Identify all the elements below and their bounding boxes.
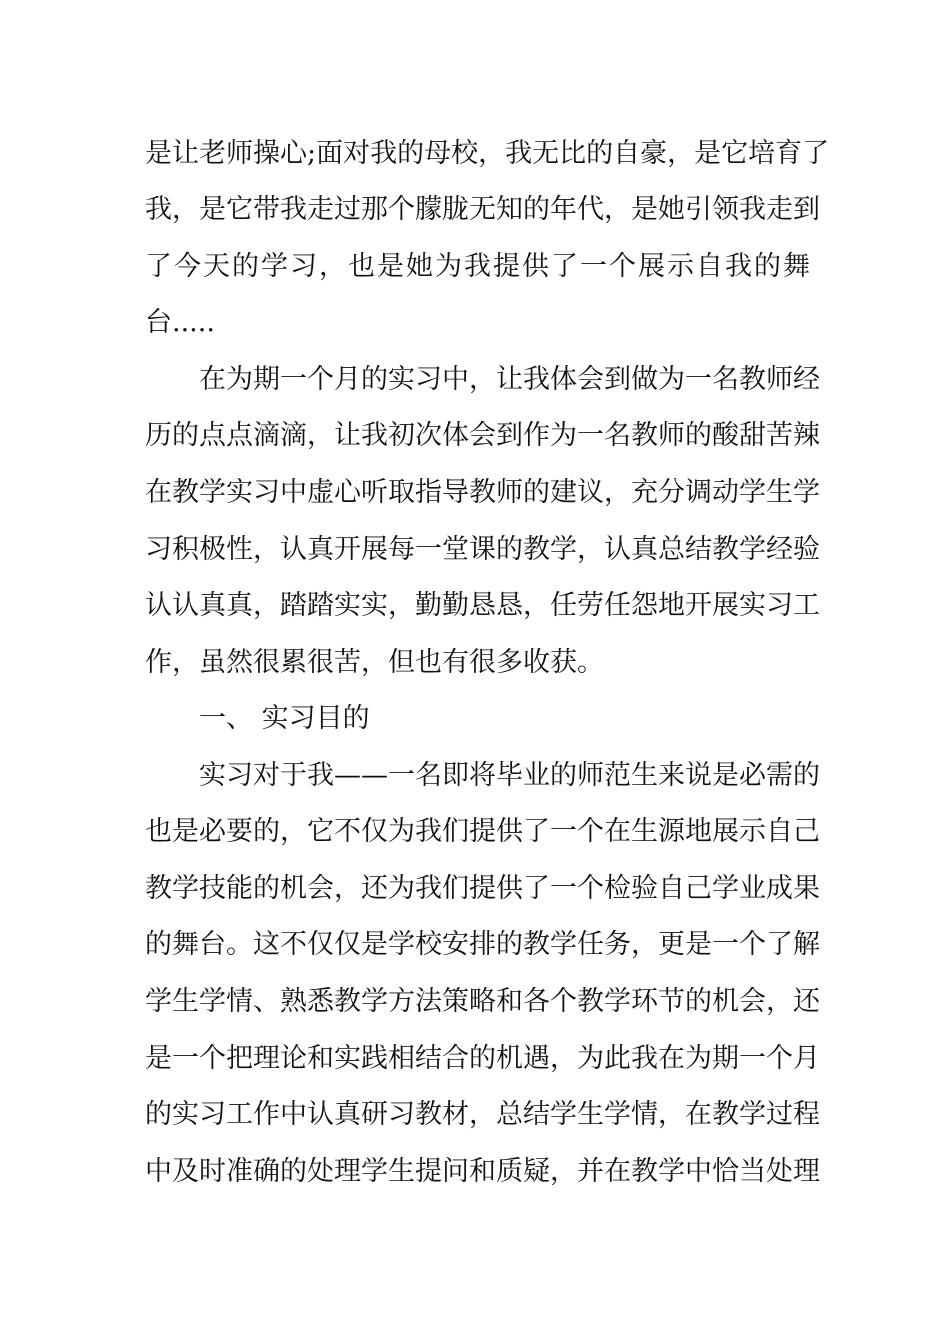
text-line: 是一个把理论和实践相结合的机遇，为此我在为期一个月 [145,1043,820,1074]
text-line: 历的点点滴滴，让我初次体会到作为一名教师的酸甜苦辣 [145,420,820,451]
text-line: 的实习工作中认真研习教材，总结学生学情，在教学过程 [145,1099,820,1130]
text-line: 台..... [145,307,215,338]
section-heading: 一、 实习目的 [199,703,370,734]
text-line: 学生学情、熟悉教学方法策略和各个教学环节的机会，还 [145,986,820,1017]
text-line: 我，是它带我走过那个朦胧无知的年代，是她引领我走到 [145,194,820,225]
text-line: 中及时准确的处理学生提问和质疑，并在教学中恰当处理 [145,1156,820,1187]
paragraph-first-line: 在为期一个月的实习中，让我体会到做为一名教师经 [199,364,820,395]
text-line: 教学技能的机会，还为我们提供了一个检验自己学业成果 [145,873,820,904]
paragraph-first-line: 实习对于我——一名即将毕业的师范生来说是必需的 [199,760,820,791]
text-line: 是让老师操心;面对我的母校，我无比的自豪，是它培育了 [145,138,830,169]
text-line: 习积极性，认真开展每一堂课的教学，认真总结教学经验 [145,534,820,565]
text-line: 在教学实习中虚心听取指导教师的建议，充分调动学生学 [145,477,820,508]
text-line: 认认真真，踏踏实实，勤勤恳恳，任劳任怨地开展实习工 [145,590,820,621]
text-line: 的舞台。这不仅仅是学校安排的教学任务，更是一个了解 [145,929,820,960]
text-line: 了今天的学习，也是她为我提供了一个展示自我的舞 [145,251,810,282]
text-line: 也是必要的，它不仅为我们提供了一个在生源地展示自己 [145,816,820,847]
text-line: 作，虽然很累很苦，但也有很多收获。 [145,647,604,678]
